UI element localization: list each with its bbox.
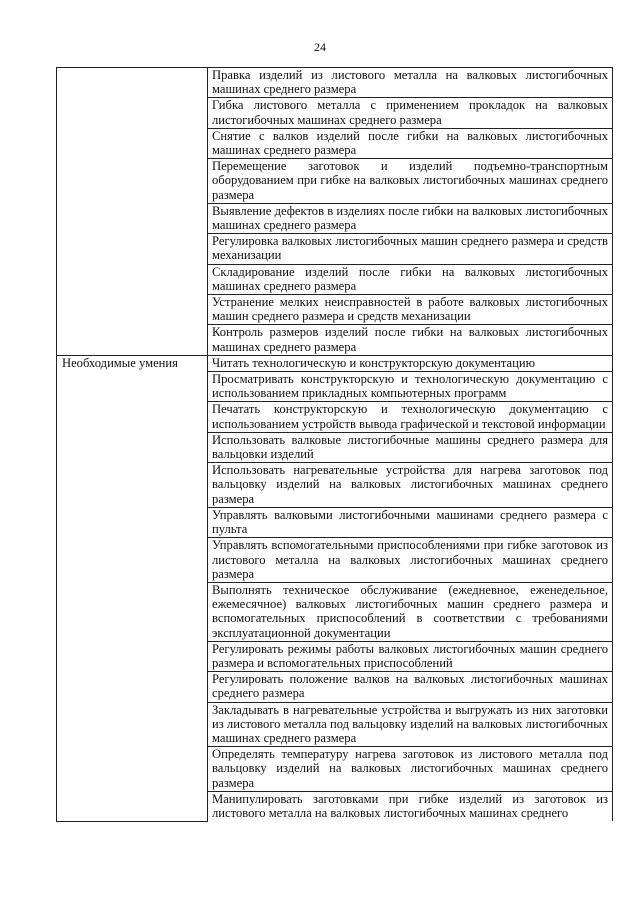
requirement-text: Регулировка валковых листогибочных машин среднего размера и средств механизации	[208, 234, 613, 264]
requirement-text: Выполнять техническое обслуживание (ежедневное, еженедельное, ежемесячное) валковых листогибочных машин среднего размера и вспомогательных приспособлений в соответствии с требованиями эксплуатационной документации	[208, 582, 613, 641]
requirement-text: Гибка листового металла с применением прокладок на валковых листогибочных машинах среднего размера	[208, 98, 613, 128]
requirement-text: Читать технологическую и конструкторскую документацию	[208, 355, 613, 371]
requirement-text: Печатать конструкторскую и технологическую документацию с использованием устройств вывода графической и текстовой информации	[208, 402, 613, 432]
requirement-text: Регулировать режимы работы валковых листогибочных машин среднего размера и вспомогательных приспособлений	[208, 641, 613, 671]
requirement-text: Снятие с валков изделий после гибки на валковых листогибочных машинах среднего размера	[208, 128, 613, 158]
requirement-text: Управлять валковыми листогибочными машинами среднего размера с пульта	[208, 507, 613, 537]
requirement-text: Использовать нагревательные устройства для нагрева заготовок под вальцовку изделий на валковых листогибочных машинах среднего размера	[208, 463, 613, 508]
requirement-text: Регулировать положение валков на валковых листогибочных машинах среднего размера	[208, 672, 613, 702]
page-number: 24	[314, 40, 326, 54]
requirements-table-body	[57, 68, 613, 822]
table-row	[57, 68, 613, 98]
requirement-text: Складирование изделий после гибки на валковых листогибочных машинах среднего размера	[208, 264, 613, 294]
requirement-text: Манипулировать заготовками при гибке изделий из заготовок из листового металла на валковых листогибочных машинах среднего	[208, 791, 613, 821]
requirement-text: Правка изделий из листового металла на валковых листогибочных машинах среднего размера	[208, 68, 613, 98]
requirement-text: Управлять вспомогательными приспособлениями при гибке заготовок из листового металла на валковых листогибочных машинах среднего размера	[208, 538, 613, 583]
requirement-text: Просматривать конструкторскую и технологическую документацию с использованием прикладных компьютерных программ	[208, 372, 613, 402]
requirements-table	[56, 67, 613, 822]
requirement-text: Выявление дефектов в изделиях после гибки на валковых листогибочных машинах среднего размера	[208, 203, 613, 233]
requirement-text: Перемещение заготовок и изделий подъемно-транспортным оборудованием при гибке на валковых листогибочных машинах среднего размера	[208, 159, 613, 204]
requirement-text: Закладывать в нагревательные устройства и выгружать из них заготовки из листового металла под вальцовку изделий на валковых листогибочных машинах среднего размера	[208, 702, 613, 747]
requirement-text: Использовать валковые листогибочные машины среднего размера для вальцовки изделий	[208, 432, 613, 462]
section-label	[57, 68, 208, 356]
requirement-text: Устранение мелких неисправностей в работе валковых листогибочных машин среднего размера и средств механизации	[208, 295, 613, 325]
requirement-text: Определять температуру нагрева заготовок из листового металла под вальцовку изделий на валковых листогибочных машинах среднего размера	[208, 747, 613, 792]
table-row	[57, 355, 613, 371]
section-label: Необходимые умения	[57, 355, 208, 821]
requirement-text: Контроль размеров изделий после гибки на валковых листогибочных машинах среднего размера	[208, 325, 613, 355]
